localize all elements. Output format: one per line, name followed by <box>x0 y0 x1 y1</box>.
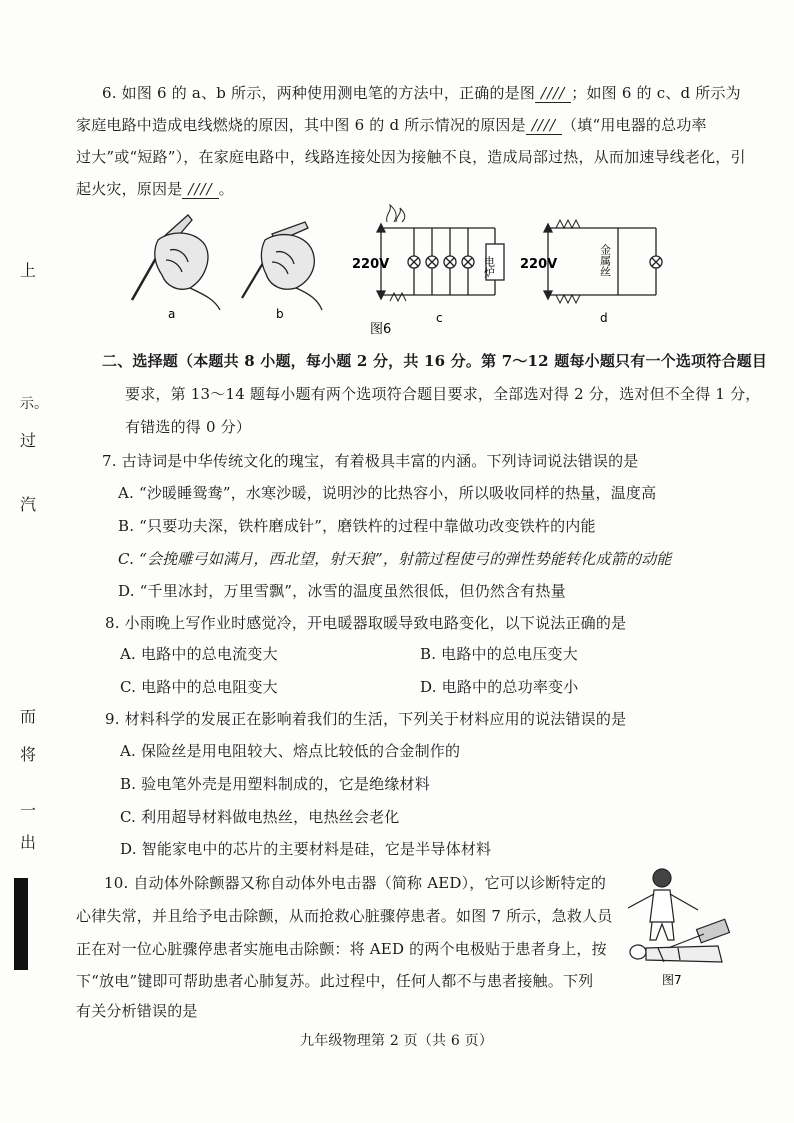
q10-line2: 心律失常，并且给予电击除颤，从而抢救心脏骤停患者。如图 7 所示，急救人员 <box>76 907 613 925</box>
page-footer: 九年级物理第 2 页（共 6 页） <box>300 1033 494 1049</box>
q8-option-c[interactable]: C. 电路中的总电阻变大 <box>120 678 278 696</box>
q10-line3: 正在对一位心脏骤停患者实施电击除颤：将 AED 的两个电极贴于患者身上，按 <box>76 940 607 958</box>
section2-line2: 要求，第 13～14 题每小题有两个选项符合题目要求，全部选对得 2 分，选对但不全得 1 分， <box>125 385 761 403</box>
q7-option-a[interactable]: A. “沙暖睡鸳鸯”，水寒沙暖，说明沙的比热容小，所以吸收同样的热量，温度高 <box>118 484 657 502</box>
lamp-icon <box>426 256 438 268</box>
q6-line2 <box>76 114 707 135</box>
flame-icon <box>556 220 580 303</box>
margin-char: 出 <box>20 833 37 852</box>
q6-text: 。 <box>218 180 234 198</box>
answer-blank[interactable]: //// <box>535 84 571 103</box>
figure-6a-hand-pen <box>132 215 220 310</box>
q10-line4: 下“放电”键即可帮助患者心肺复苏。此过程中，任何人都不与患者接触。下列 <box>76 972 594 990</box>
q6-text: （填“用电器的总功率 <box>562 116 707 134</box>
lamp-icon <box>408 256 420 268</box>
q7-option-c[interactable]: C. “会挽雕弓如满月，西北望，射天狼”，射箭过程使弓的弹性势能转化成箭的动能 <box>118 550 672 568</box>
figure-6c-voltage: 220V <box>352 257 390 272</box>
q6-text: ；如图 6 的 c、d 所示为 <box>571 84 741 102</box>
figure-7-caption: 图7 <box>662 973 682 987</box>
figure-6b-hand-pen <box>242 222 322 310</box>
q8-option-a[interactable]: A. 电路中的总电流变大 <box>120 645 278 663</box>
margin-char: 一 <box>20 801 37 820</box>
lamp-icon <box>444 256 456 268</box>
lamp-icon <box>650 256 662 268</box>
section2-line3: 有错选的得 0 分） <box>125 418 252 436</box>
figure-6-caption: 图6 <box>370 322 392 337</box>
q9-option-b[interactable]: B. 验电笔外壳是用塑料制成的，它是绝缘材料 <box>120 775 430 793</box>
q8-option-b[interactable]: B. 电路中的总电压变大 <box>420 645 578 663</box>
q9-stem: 9. 材料科学的发展正在影响着我们的生活，下列关于材料应用的说法错误的是 <box>105 710 627 728</box>
q9-option-c[interactable]: C. 利用超导材料做电热丝，电热丝会老化 <box>120 808 400 826</box>
q6-line4 <box>76 178 234 199</box>
margin-char: 而 <box>20 707 37 726</box>
figure-7-aed-rescue <box>618 862 738 990</box>
q10-line5: 有关分析错误的是 <box>76 1002 198 1020</box>
q6-line1 <box>102 82 741 103</box>
q10-line1: 10. 自动体外除颤器又称自动体外电击器（简称 AED），它可以诊断特定的 <box>104 874 607 892</box>
q6-text: 6. 如图 6 的 a、b 所示，两种使用测电笔的方法中，正确的是图 <box>102 84 536 102</box>
q8-stem: 8. 小雨晚上写作业时感觉冷，开电暖器取暖导致电路变化，以下说法正确的是 <box>105 614 627 632</box>
margin-char: 示。 <box>20 396 48 412</box>
q9-option-a[interactable]: A. 保险丝是用电阻较大、熔点比较低的合金制作的 <box>120 742 461 760</box>
margin-char: 将 <box>20 745 37 764</box>
q8-option-d[interactable]: D. 电路中的总功率变小 <box>420 678 579 696</box>
section2-line1: 二、选择题（本题共 8 小题，每小题 2 分，共 16 分。第 7～12 题每小题只有一个选项符合题目 <box>102 352 768 370</box>
flame-icon <box>387 205 406 301</box>
q6-text: 家庭电路中造成电线燃烧的原因，其中图 6 的 d 所示情况的原因是 <box>76 116 526 134</box>
figure-6d-wire-label: 金属丝 <box>598 244 612 277</box>
figure-6d-label: d <box>600 311 608 325</box>
q7-stem: 7. 古诗词是中华传统文化的瑰宝，有着极具丰富的内涵。下列诗词说法错误的是 <box>102 452 639 470</box>
q6-text: 起火灾，原因是 <box>76 180 183 198</box>
q7-option-d[interactable]: D. “千里冰封，万里雪飘”，冰雪的温度虽然很低，但仍然含有热量 <box>118 582 566 600</box>
figure-6 <box>100 200 680 340</box>
answer-blank[interactable]: //// <box>182 180 218 199</box>
figure-6b-label: b <box>276 307 284 321</box>
figure-6c-stove-label: 电炉 <box>482 256 496 278</box>
lamp-icon <box>462 256 474 268</box>
figure-6c-circuit <box>377 205 504 301</box>
figure-6a-label: a <box>168 307 176 321</box>
figure-6d-voltage: 220V <box>520 257 558 272</box>
q7-option-b[interactable]: B. “只要功夫深，铁杵磨成针”，磨铁杵的过程中靠做功改变铁杵的内能 <box>118 517 596 535</box>
binding-mark <box>14 878 28 970</box>
figure-6c-label: c <box>436 311 443 325</box>
margin-char: 上 <box>20 261 37 280</box>
q9-option-d[interactable]: D. 智能家电中的芯片的主要材料是硅，它是半导体材料 <box>120 840 492 858</box>
q6-line3: 过大”或“短路”），在家庭电路中，线路连接处因为接触不良，造成局部过热，从而加速导线老化，引 <box>76 148 746 166</box>
margin-char: 过 <box>20 431 37 450</box>
margin-char: 汽 <box>20 495 37 514</box>
answer-blank[interactable]: //// <box>526 116 562 135</box>
